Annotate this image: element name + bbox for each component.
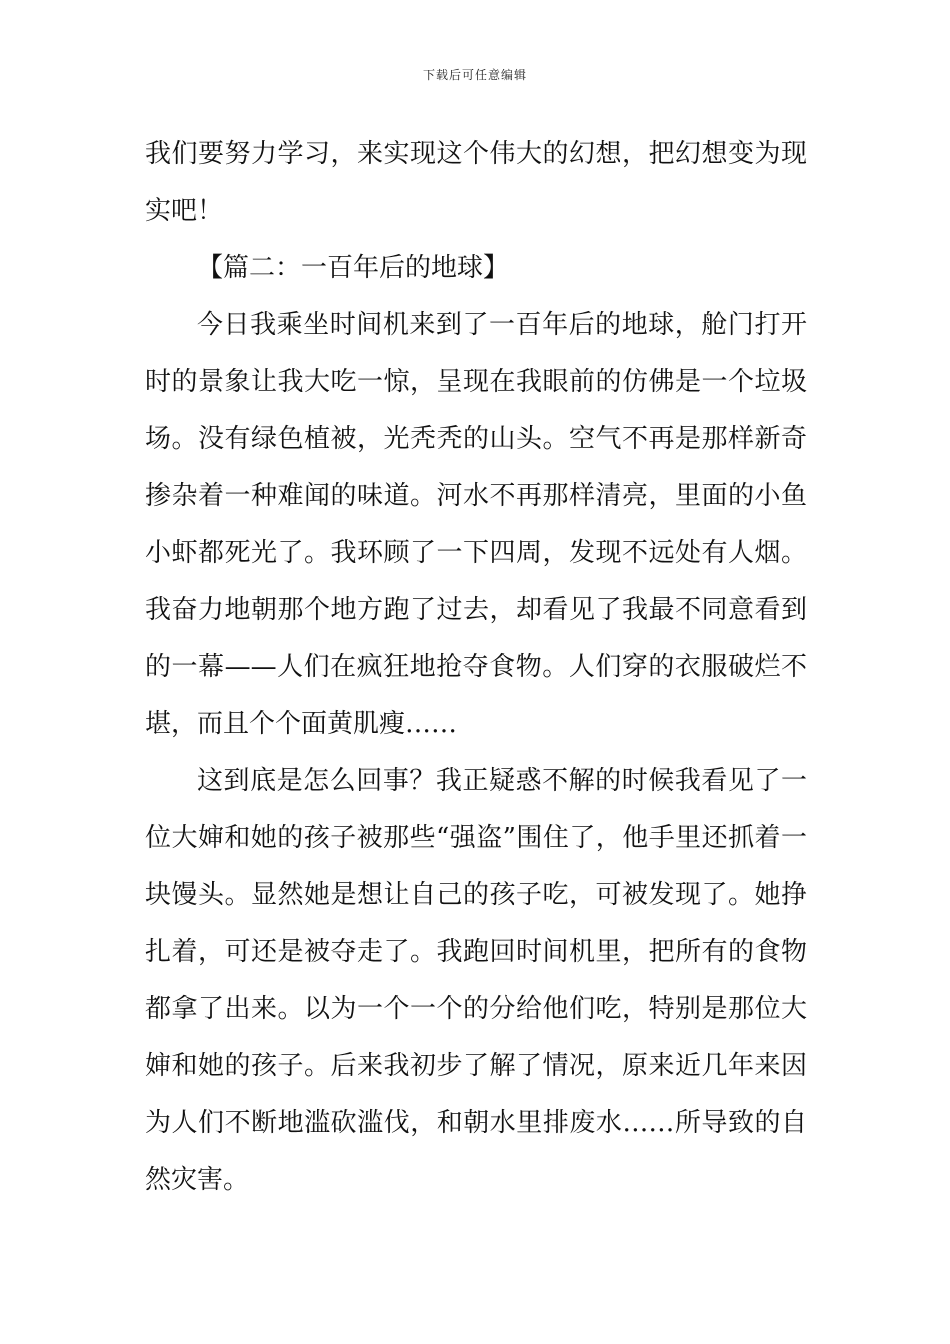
section-heading: 【篇二：一百年后的地球】 <box>197 253 510 283</box>
paragraph-story-opening: 今日我乘坐时间机来到了一百年后的地球，舱门打开时的景象让我大吃一惊，呈现在我眼前的仿佛是一个垃圾场。没有绿色植被，光秃秃的山头。空气不再是那样新奇掺杂着一种难闻的味道。河水不再那样清亮，里面的小鱼小虾都死光了。我环顾了一下四周，发现不远处有人烟。我奋力地朝那个地方跑了过去，却看见了我最不同意看到的一幕——人们在疯狂地抢夺食物。人们穿的衣服破烂不堪，而且个个面黄肌瘦…… <box>145 310 807 739</box>
paragraph-story-continuation: 这到底是怎么回事？我正疑惑不解的时候我看见了一位大婶和她的孩子被那些“强盗”围住了，他手里还抓着一块馒头。显然她是想让自己的孩子吃，可被发现了。她挣扎着，可还是被夺走了。我跑回时间机里，把所有的食物都拿了出来。以为一个一个的分给他们吃，特别是那位大婶和她的孩子。后来我初步了解了情况，原来近几年来因为人们不断地滥砍滥伐，和朝水里排废水……所导致的自然灾害。 <box>145 766 807 1195</box>
header-note: 下载后可任意编辑 <box>422 68 527 82</box>
document-body <box>145 126 807 1209</box>
paragraph-closing: 我们要努力学习，来实现这个伟大的幻想，把幻想变为现实吧！ <box>145 139 807 226</box>
